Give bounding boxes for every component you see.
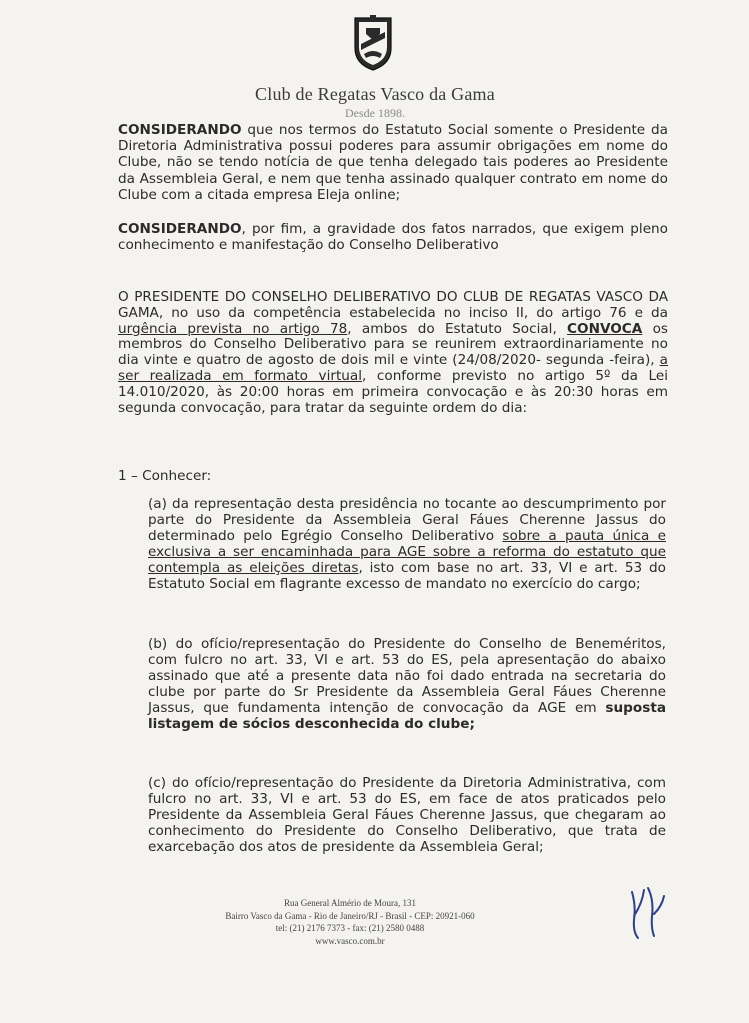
- footer-address-block: [200, 897, 500, 947]
- convocation-text-a: O PRESIDENTE DO CONSELHO DELIBERATIVO DO CLUB DE REGATAS VASCO DA GAMA, no uso da competência estabelecida no inciso II, do artigo 76 e da: [118, 289, 668, 321]
- footer-website: www.vasco.com.br: [315, 935, 385, 946]
- convocation-text-b: , ambos do Estatuto Social,: [347, 320, 568, 337]
- subitem-b-text: (b) do ofício/representação do Presidente do Conselho de Beneméritos, com fulcro no art. 33, VI e art. 53 do ES, pela apresentação do abaixo assinado que até a presente data não foi dado entrada na secretaria do clube por parte do Sr Presidente da Assembleia Geral Fáues Cherenne Jassus, que fundamenta intenção de convocação da AGE em: [148, 636, 666, 716]
- footer-street: Rua General Almério de Moura, 131: [284, 898, 416, 908]
- handwritten-signature: [618, 876, 678, 946]
- agenda-subitem-a: [148, 496, 666, 592]
- paragraph-text: , por fim, a gravidade dos fatos narrados, que exigem pleno conhecimento e manifestação do Conselho Deliberativo: [118, 221, 668, 254]
- convoca-label: CONVOCA: [567, 320, 643, 337]
- founded-since: Desde 1898.: [345, 106, 405, 120]
- convocation-text-d: , conforme previsto no artigo 5º da Lei 14.010/2020, às 20:00 horas em primeira convocação e às 20:30 horas em segunda convocação, para tratar da seguinte ordem do dia:: [118, 367, 668, 416]
- subitem-a-text-1: (a) da representação desta presidência no tocante ao descumprimento por parte do Presidente da Assembleia Geral Fáues Cherenne Jassus do determinado pelo Egrégio Conselho Deliberativo: [148, 496, 666, 544]
- agenda-subitem-b: [148, 636, 666, 732]
- subitem-a-underlined: sobre a pauta única e exclusiva a ser encaminhada para AGE sobre a reforma do estatuto que contempla as eleições diretas: [148, 528, 666, 576]
- footer-district: Bairro Vasco da Gama - Rio de Janeiro/RJ - Brasil - CEP: 20921-060: [225, 910, 475, 921]
- agenda-subitem-c: (c) do ofício/representação do Presidente da Diretoria Administrativa, com fulcro no art. 33, VI e art. 53 do ES, em face de atos praticados pelo Presidente da Assembleia Geral Fáues Cherenne Jassus, que chegaram ao conhecimento do Presidente do Conselho Deliberativo, que trata de exarcebação dos atos de presidente da Assembleia Geral;: [148, 775, 666, 855]
- paragraph-text: que nos termos do Estatuto Social somente o Presidente da Diretoria Administrativa possui poderes para assumir obrigações em nome do Clube, não se tendo notícia de que tenha delegado tais poderes ao Presidente da Assembleia Geral, e nem que tenha assinado qualquer contrato em nome do Clube com a citada empresa Eleja online;: [118, 122, 668, 203]
- urgency-underlined: urgência prevista no artigo 78: [118, 320, 348, 337]
- vasco-crest-icon: [352, 14, 394, 72]
- footer-phone: tel: (21) 2176 7373 - fax: (21) 2580 0488: [275, 923, 425, 933]
- convocation-text-c: os membros do Conselho Deliberativo para se reunirem extraordinariamente no dia vinte e quatro de agosto de dois mil e vinte (24/08/2020- segunda -feira),: [118, 320, 668, 369]
- paragraph-convocation: [118, 290, 668, 416]
- subitem-b-bold: suposta listagem de sócios desconhecida do clube;: [148, 700, 666, 732]
- virtual-format-underlined: a ser realizada em formato virtual: [118, 352, 668, 384]
- considerando-label: CONSIDERANDO: [118, 221, 242, 237]
- club-name: Club de Regatas Vasco da Gama: [255, 84, 495, 104]
- agenda-item-heading: 1 – Conhecer:: [118, 468, 212, 484]
- subitem-a-text-2: , isto com base no art. 33, VI e art. 53 do Estatuto Social em flagrante excesso de mandato no exercício do cargo;: [148, 560, 666, 592]
- paragraph-considerando-2: [118, 221, 668, 253]
- paragraph-considerando-1: [118, 122, 668, 203]
- considerando-label: CONSIDERANDO: [118, 122, 242, 138]
